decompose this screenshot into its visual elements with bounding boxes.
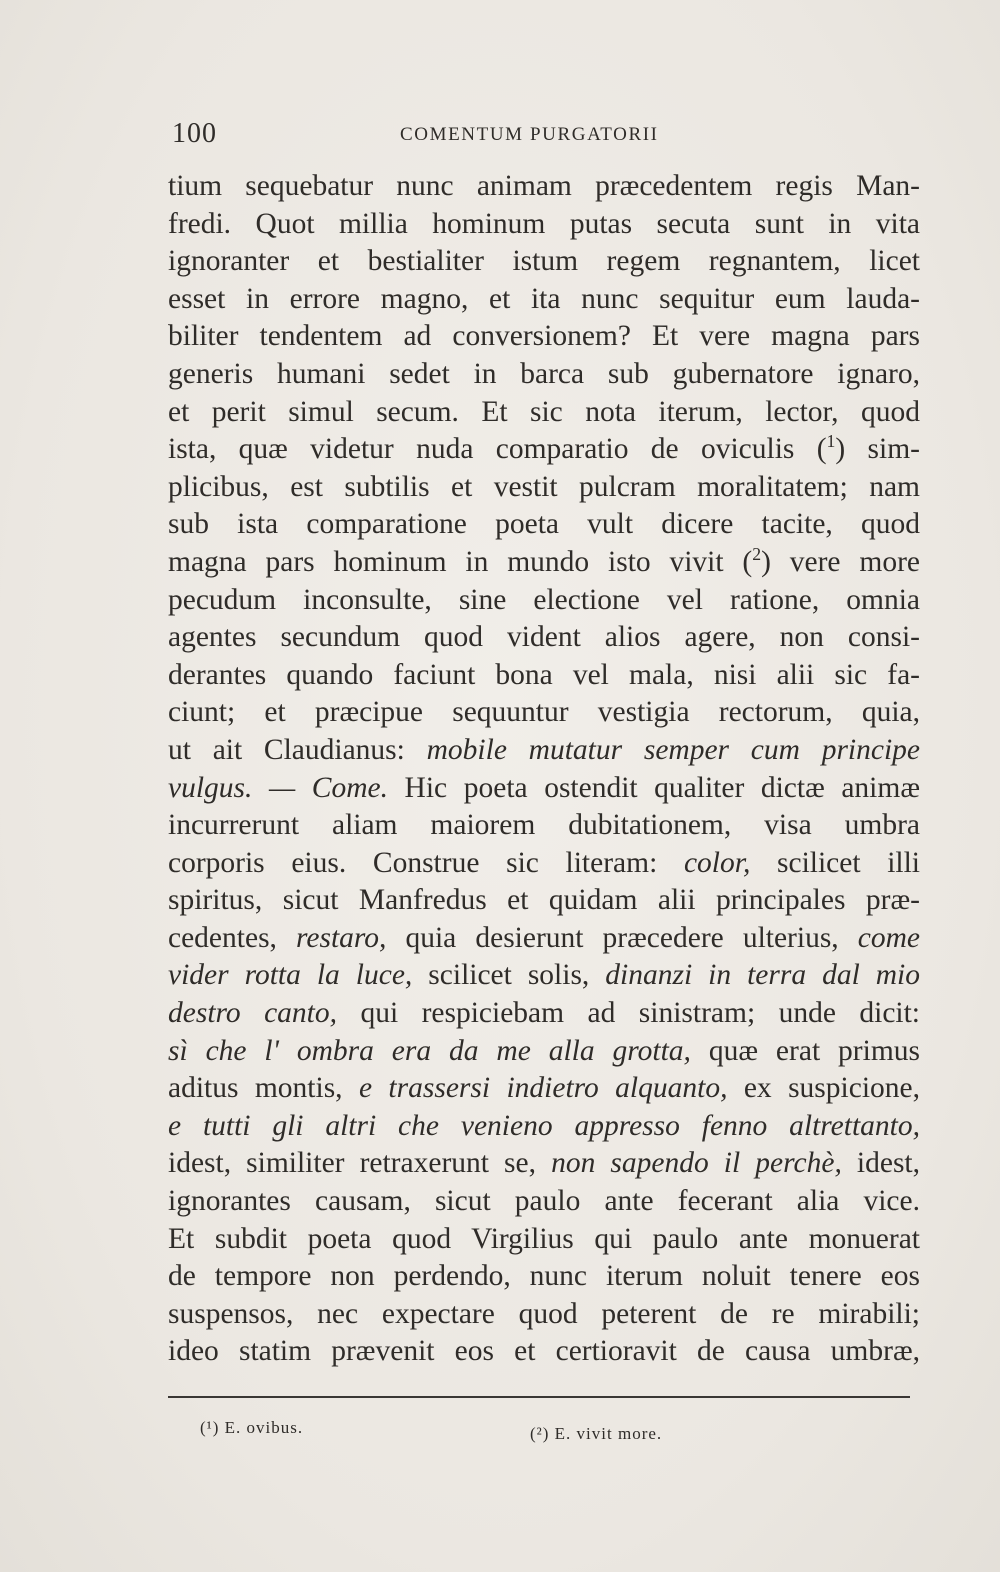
text-run: biliter tendentem ad conversionem? Et vere magna pars [168,320,920,353]
text-line [168,657,920,695]
italic-quote: mobile mutatur semper cum principe [426,733,920,766]
footnote-marker: 2 [752,544,762,565]
text-run: quia desierunt præcedere ulterius, [386,921,858,954]
text-run: generis humani sedet in barca sub gubernatore ignaro, [168,357,920,390]
text-run: idest, similiter retraxerunt se, [168,1147,552,1180]
text-run: ista, quæ videtur nuda comparatio de oviculis ( [168,433,827,466]
text-run: pecudum inconsulte, sine electione vel ratione, omnia [168,583,920,616]
text-run: idest, [841,1147,920,1180]
text-run: ideo statim prævenit eos et certioravit de causa umbræ, [168,1335,920,1368]
text-run: scilicet solis, [412,959,606,992]
text-run: qui respiciebam ad sinistram; unde dicit: [337,997,920,1030]
text-run: Hic poeta ostendit qualiter dictæ animæ [387,771,921,804]
text-line [168,1296,920,1334]
footnotes [200,1418,900,1448]
text-run: fredi. Quot millia hominum putas secuta sunt in vita [168,207,920,240]
text-line [168,544,920,582]
text-line [168,506,920,544]
text-run: spiritus, sicut Manfredus et quidam alii principales præ- [168,884,920,917]
text-run: aditus montis, [168,1072,359,1105]
text-run: cedentes, [168,921,296,954]
text-line [168,1221,920,1259]
text-line [168,807,920,845]
text-line [168,1070,920,1108]
text-run: quæ erat primus [690,1034,920,1067]
text-run: de tempore non perdendo, nunc iterum noluit tenere eos [168,1260,920,1293]
text-run: magna pars hominum in mundo isto vivit ( [168,545,753,578]
footnote-marker: 1 [826,431,836,452]
italic-quote: restaro, [296,921,387,954]
text-line [168,619,920,657]
italic-quote: vulgus. — Come. [168,771,388,804]
text-run: scilicet illi [750,846,920,879]
text-line [168,356,920,394]
text-line [168,582,920,620]
text-run: ignorantes causam, sicut paulo ante fecerant alia vice. [168,1185,920,1218]
text-line [168,281,920,319]
text-run: agentes secundum quod vident alios agere, non consi- [168,621,920,654]
page-number: 100 [172,118,217,149]
italic-quote: e trassersi indietro alquanto, [358,1072,728,1105]
italic-quote: vider rotta la luce, [168,959,413,992]
text-line [168,770,920,808]
text-line [168,206,920,244]
text-run: incurrerunt aliam maiorem dubitationem, visa umbra [168,809,920,842]
italic-quote: destro canto, [168,997,338,1030]
text-line [168,431,920,469]
text-line [168,694,920,732]
text-line [168,168,920,206]
text-line [168,394,920,432]
running-head: COMENTUM PURGATORII [400,124,659,145]
text-run: et perit simul secum. Et sic nota iterum, lector, quod [168,395,920,428]
text-line [168,1333,920,1371]
page-header [172,118,917,158]
italic-quote: sì che l' ombra era da me alla grotta, [168,1034,691,1067]
text-line [168,1108,920,1146]
text-line [168,1183,920,1221]
text-run: suspensos, nec expectare quod peterent de re mirabili; [168,1297,920,1330]
footnote-1: (¹) E. ovibus. [200,1418,304,1437]
italic-quote: come [857,921,920,954]
text-line [168,243,920,281]
italic-quote: non sapendo il perchè, [551,1147,842,1180]
text-run: ) sim- [835,433,920,466]
footnote-rule [168,1396,910,1398]
text-line [168,882,920,920]
text-line [168,318,920,356]
text-line [168,1145,920,1183]
text-run: sub ista comparatione poeta vult dicere tacite, quod [168,508,920,541]
text-run: esset in errore magno, et ita nunc sequitur eum lauda- [168,282,920,315]
text-run: ex suspicione, [727,1072,920,1105]
italic-quote: e tutti gli altri che venieno appresso fenno altrettanto, [168,1109,920,1142]
text-run: ) vere more [761,545,920,578]
text-line [168,995,920,1033]
text-run: ciunt; et præcipue sequuntur vestigia rectorum, quia, [168,696,920,729]
text-line [168,845,920,883]
main-text [168,168,920,1371]
text-line [168,469,920,507]
text-run: corporis eius. Construe sic literam: [168,846,684,879]
text-line [168,1258,920,1296]
text-run: Et subdit poeta quod Virgilius qui paulo ante monuerat [168,1222,920,1255]
text-run: derantes quando faciunt bona vel mala, nisi alii sic fa- [168,658,920,691]
text-run: ignoranter et bestialiter istum regem regnantem, licet [168,245,920,278]
text-run: ut ait Claudianus: [168,733,427,766]
text-run: tium sequebatur nunc animam præcedentem regis Man- [168,170,920,202]
text-run: plicibus, est subtilis et vestit pulcram moralitatem; nam [168,470,920,503]
text-line [168,957,920,995]
italic-quote: color, [683,846,751,879]
footnote-2: (²) E. vivit more. [530,1424,663,1443]
text-line [168,732,920,770]
text-line [168,920,920,958]
italic-quote: dinanzi in terra dal mio [605,959,920,992]
text-line [168,1033,920,1071]
